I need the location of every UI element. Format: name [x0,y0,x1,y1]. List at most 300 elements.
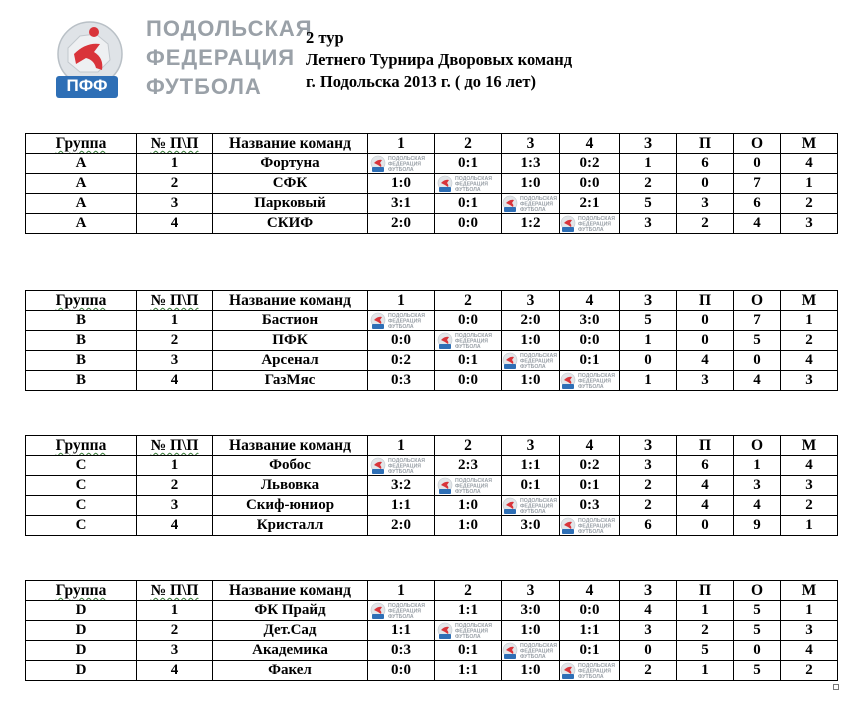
place-cell: 2 [781,661,838,681]
self-match-cell [560,516,620,536]
score-cell: 0:2 [368,351,435,371]
table-row [26,456,838,476]
column-header [677,134,734,154]
team-name-cell: Бастион [213,311,368,331]
column-header [734,581,781,601]
group-cell: A [26,214,137,234]
table-row [26,371,838,391]
points-cell: 6 [734,194,781,214]
mini-federation-logo-icon [437,331,499,350]
number-cell: 3 [137,351,213,371]
mini-logo-text: ФЕДЕРАЦИЯ [520,201,554,208]
group-cell: C [26,496,137,516]
self-match-cell [435,174,502,194]
number-cell: 1 [137,456,213,476]
document-header [0,0,859,125]
points-cell: 0 [734,641,781,661]
score-cell: 1:1 [368,496,435,516]
column-header-label: № П\П [150,135,199,152]
losses-cell: 4 [677,496,734,516]
group-cell: C [26,456,137,476]
column-header [213,291,368,311]
score-cell: 0:0 [435,311,502,331]
column-header-label: З [643,292,653,309]
number-cell: 1 [137,311,213,331]
number-cell: 4 [137,661,213,681]
mini-logo-text: ФЕДЕРАЦИЯ [455,483,489,490]
mini-logo-text: ПОДОЛЬСКАЯ [388,603,425,609]
score-cell: 0:3 [368,371,435,391]
mini-federation-logo-icon [370,601,432,620]
column-header-label: Группа [55,437,107,454]
column-header-label: 4 [585,437,594,454]
mini-logo-text: ФУТБОЛА [578,529,604,535]
title-city-year: г. Подольска 2013 г. ( до 16 лет) [306,72,536,91]
group-cell: A [26,194,137,214]
mini-logo-text: ФУТБОЛА [455,489,481,495]
table-row [26,621,838,641]
team-name-cell: СФК [213,174,368,194]
table-header-row [26,291,838,311]
column-header [213,436,368,456]
mini-logo-text: ФЕДЕРАЦИЯ [455,338,489,345]
mini-logo-text: ФУТБОЛА [520,207,546,213]
mini-logo-text: ФУТБОЛА [388,324,414,330]
group-cell: C [26,516,137,536]
mini-federation-logo-icon [502,194,560,213]
mini-logo-text: ФУТБОЛА [520,654,546,660]
mini-federation-logo-icon [560,214,620,233]
mini-logo-text: ПОДОЛЬСКАЯ [520,643,557,649]
score-cell: 0:0 [368,661,435,681]
place-cell: 4 [781,641,838,661]
mini-logo-text: ПОДОЛЬСКАЯ [388,458,425,464]
score-cell: 3:1 [368,194,435,214]
mini-logo-text: ФЕДЕРАЦИЯ [578,523,612,530]
column-header-label: М [801,292,817,309]
mini-federation-logo-icon [437,174,499,193]
wins-cell: 3 [620,214,677,234]
score-cell: 0:2 [560,154,620,174]
place-cell: 2 [781,496,838,516]
column-header [560,436,620,456]
column-header-label: 2 [464,135,472,152]
team-name-cell: Парковый [213,194,368,214]
team-name-cell: СКИФ [213,214,368,234]
score-cell: 0:1 [560,351,620,371]
mini-logo-text: ФЕДЕРАЦИЯ [578,668,612,675]
table-row [26,194,838,214]
self-match-cell [502,496,560,516]
column-header [781,134,838,154]
number-cell: 2 [137,174,213,194]
team-name-cell: Академика [213,641,368,661]
points-cell: 3 [734,476,781,496]
column-header-label: Группа [55,135,107,152]
score-cell: 1:0 [435,516,502,536]
column-header [502,134,560,154]
column-header-label: 1 [397,582,405,599]
mini-federation-logo-icon [502,496,560,515]
table-header-row [26,436,838,456]
column-header [368,581,435,601]
table-row [26,476,838,496]
points-cell: 1 [734,456,781,476]
losses-cell: 0 [677,516,734,536]
column-header [435,581,502,601]
group-cell: D [26,641,137,661]
points-cell: 4 [734,496,781,516]
column-header [213,134,368,154]
table-row [26,661,838,681]
table-row [26,174,838,194]
number-cell: 1 [137,154,213,174]
team-name-cell: Кристалл [213,516,368,536]
self-match-cell [435,476,502,496]
points-cell: 4 [734,371,781,391]
column-header-label: 1 [397,437,405,454]
column-header-label: 3 [526,292,535,309]
column-header-label: Название команд [229,437,351,454]
wins-cell: 3 [620,456,677,476]
column-header-label: 3 [526,437,535,454]
score-cell: 0:1 [435,154,502,174]
mini-logo-text: ПОДОЛЬСКАЯ [578,373,615,379]
score-cell: 1:3 [502,154,560,174]
losses-cell: 1 [677,601,734,621]
place-cell: 1 [781,601,838,621]
group-table [25,435,838,536]
mini-logo-text: ФЕДЕРАЦИЯ [520,358,554,365]
team-name-cell: Факел [213,661,368,681]
team-name-cell: Дет.Сад [213,621,368,641]
losses-cell: 3 [677,194,734,214]
page-corner-marker [833,684,839,690]
column-header-label: 4 [585,582,594,599]
column-header-label: 1 [397,135,405,152]
losses-cell: 2 [677,214,734,234]
document-title [306,27,572,93]
score-cell: 1:1 [435,601,502,621]
group-cell: B [26,351,137,371]
wins-cell: 0 [620,641,677,661]
column-header [26,134,137,154]
mini-logo-text: ФУТБОЛА [455,344,481,350]
group-cell: A [26,154,137,174]
losses-cell: 0 [677,331,734,351]
wins-cell: 1 [620,331,677,351]
column-header [368,291,435,311]
mini-federation-logo-icon [437,621,499,640]
place-cell: 2 [781,194,838,214]
place-cell: 4 [781,154,838,174]
mini-logo-text: ФУТБОЛА [455,187,481,193]
score-cell: 3:0 [502,601,560,621]
mini-logo-text: ФЕДЕРАЦИЯ [455,181,489,188]
points-cell: 0 [734,351,781,371]
number-cell: 3 [137,194,213,214]
column-header-label: О [750,292,764,309]
score-cell: 2:3 [435,456,502,476]
table-row [26,601,838,621]
self-match-cell [560,214,620,234]
group-table [25,580,838,681]
self-match-cell [435,621,502,641]
place-cell: 3 [781,476,838,496]
column-header [560,581,620,601]
column-header-label: Группа [55,292,107,309]
score-cell: 0:0 [368,331,435,351]
points-cell: 5 [734,601,781,621]
losses-cell: 0 [677,174,734,194]
place-cell: 3 [781,621,838,641]
number-cell: 1 [137,601,213,621]
column-header [620,581,677,601]
mini-logo-text: ПОДОЛЬСКАЯ [455,478,492,484]
team-name-cell: ФК Прайд [213,601,368,621]
mini-logo-text: ФЕДЕРАЦИЯ [388,318,422,325]
column-header [137,291,213,311]
score-cell: 2:1 [560,194,620,214]
score-cell: 1:0 [502,661,560,681]
score-cell: 1:1 [368,621,435,641]
mini-logo-text: ФЕДЕРАЦИЯ [578,378,612,385]
mini-logo-text: ПОДОЛЬСКАЯ [578,518,615,524]
score-cell: 1:0 [502,331,560,351]
number-cell: 3 [137,641,213,661]
self-match-cell [368,154,435,174]
score-cell: 0:1 [435,351,502,371]
score-cell: 2:0 [502,311,560,331]
mini-logo-text: ПОДОЛЬСКАЯ [455,333,492,339]
column-header [26,581,137,601]
logo-abbreviation: ПФФ [66,76,108,95]
mini-logo-text: ПОДОЛЬСКАЯ [520,353,557,359]
logo-text [146,14,313,101]
score-cell: 0:1 [435,641,502,661]
column-header [213,581,368,601]
column-header-label: П [698,292,712,309]
mini-logo-text: ФЕДЕРАЦИЯ [388,161,422,168]
mini-logo-text: ФЕДЕРАЦИЯ [520,503,554,510]
score-cell: 3:0 [560,311,620,331]
mini-logo-text: ФУТБОЛА [520,364,546,370]
mini-logo-text: ПОДОЛЬСКАЯ [520,196,557,202]
group-cell: B [26,331,137,351]
score-cell: 3:0 [502,516,560,536]
mini-logo-text: ПОДОЛЬСКАЯ [388,156,425,162]
mini-federation-logo-icon [560,371,620,390]
column-header-label: О [750,437,764,454]
losses-cell: 3 [677,371,734,391]
column-header-label: П [698,437,712,454]
column-header-label: Группа [55,582,107,599]
self-match-cell [435,331,502,351]
column-header [781,291,838,311]
title-round: 2 тур [306,28,344,47]
wins-cell: 3 [620,621,677,641]
score-cell: 2:0 [368,516,435,536]
mini-logo-text: ПОДОЛЬСКАЯ [455,623,492,629]
group-cell: C [26,476,137,496]
column-header [502,436,560,456]
score-cell: 1:0 [368,174,435,194]
mini-logo-text: ФУТБОЛА [578,674,604,680]
mini-federation-logo-icon [502,641,560,660]
score-cell: 0:0 [560,601,620,621]
column-header [368,134,435,154]
mini-federation-logo-icon [502,351,560,370]
mini-federation-logo-icon [437,476,499,495]
logo-line: ФУТБОЛА [146,74,262,99]
self-match-cell [502,641,560,661]
score-cell: 2:0 [368,214,435,234]
self-match-cell [502,351,560,371]
mini-logo-text: ПОДОЛЬСКАЯ [578,663,615,669]
group-cell: B [26,371,137,391]
score-cell: 3:2 [368,476,435,496]
team-name-cell: Львовка [213,476,368,496]
title-tournament: Летнего Турнира Дворовых команд [306,50,573,69]
column-header-label: З [643,582,653,599]
mini-logo-text: ФУТБОЛА [388,614,414,620]
column-header [137,436,213,456]
column-header [137,581,213,601]
group-cell: D [26,601,137,621]
wins-cell: 4 [620,601,677,621]
group-cell: A [26,174,137,194]
column-header-label: Название команд [229,135,351,152]
points-cell: 9 [734,516,781,536]
column-header-label: 2 [464,292,472,309]
team-name-cell: Арсенал [213,351,368,371]
place-cell: 2 [781,331,838,351]
points-cell: 4 [734,214,781,234]
score-cell: 1:0 [502,371,560,391]
column-header-label: О [750,582,764,599]
column-header-label: 4 [585,135,594,152]
self-match-cell [368,311,435,331]
losses-cell: 6 [677,154,734,174]
number-cell: 4 [137,214,213,234]
column-header-label: 3 [526,582,535,599]
column-header [677,581,734,601]
self-match-cell [560,371,620,391]
score-cell: 1:0 [502,621,560,641]
team-name-cell: ГазМяс [213,371,368,391]
column-header-label: П [698,135,712,152]
mini-logo-text: ФУТБОЛА [520,509,546,515]
score-cell: 0:0 [435,214,502,234]
wins-cell: 2 [620,496,677,516]
score-cell: 1:0 [502,174,560,194]
mini-logo-text: ФЕДЕРАЦИЯ [455,628,489,635]
number-cell: 2 [137,621,213,641]
losses-cell: 4 [677,476,734,496]
mini-logo-text: ФУТБОЛА [388,167,414,173]
group-table [25,290,838,391]
column-header [734,134,781,154]
score-cell: 0:0 [435,371,502,391]
mini-logo-text: ФУТБОЛА [388,469,414,475]
column-header-label: З [643,135,653,152]
column-header-label: 4 [585,292,594,309]
mini-logo-text: ПОДОЛЬСКАЯ [455,176,492,182]
points-cell: 5 [734,331,781,351]
score-cell: 0:1 [560,641,620,661]
column-header [502,291,560,311]
column-header-label: М [801,437,817,454]
score-cell: 1:0 [435,496,502,516]
team-name-cell: ПФК [213,331,368,351]
mini-logo-text: ФЕДЕРАЦИЯ [578,221,612,228]
federation-logo [50,12,313,104]
column-header [435,134,502,154]
column-header-label: № П\П [150,582,199,599]
table-row [26,331,838,351]
column-header [502,581,560,601]
self-match-cell [560,661,620,681]
score-cell: 0:0 [560,331,620,351]
logo-line: ФЕДЕРАЦИЯ [146,45,296,70]
number-cell: 4 [137,371,213,391]
mini-logo-text: ФУТБОЛА [455,634,481,640]
losses-cell: 4 [677,351,734,371]
self-match-cell [502,194,560,214]
mini-federation-logo-icon [560,661,620,680]
column-header [620,436,677,456]
column-header-label: 2 [464,437,472,454]
column-header-label: № П\П [150,437,199,454]
column-header [26,291,137,311]
losses-cell: 0 [677,311,734,331]
place-cell: 3 [781,371,838,391]
column-header-label: О [750,135,764,152]
place-cell: 1 [781,516,838,536]
column-header [734,436,781,456]
logo-line: ПОДОЛЬСКАЯ [146,16,313,41]
mini-logo-text: ПОДОЛЬСКАЯ [520,498,557,504]
losses-cell: 5 [677,641,734,661]
mini-federation-logo-icon [560,516,620,535]
group-table [25,133,838,234]
column-header [137,134,213,154]
wins-cell: 1 [620,371,677,391]
number-cell: 2 [137,476,213,496]
table-header-row [26,581,838,601]
group-cell: D [26,661,137,681]
mini-logo-text: ФЕДЕРАЦИЯ [388,463,422,470]
column-header [781,581,838,601]
number-cell: 4 [137,516,213,536]
losses-cell: 6 [677,456,734,476]
column-header [26,436,137,456]
team-name-cell: Скиф-юниор [213,496,368,516]
score-cell: 1:1 [560,621,620,641]
column-header-label: П [698,582,712,599]
table-row [26,214,838,234]
column-header-label: М [801,582,817,599]
points-cell: 5 [734,621,781,641]
score-cell: 0:1 [502,476,560,496]
score-cell: 0:2 [560,456,620,476]
wins-cell: 5 [620,311,677,331]
table-header-row [26,134,838,154]
mini-logo-text: ПОДОЛЬСКАЯ [578,216,615,222]
self-match-cell [368,601,435,621]
mini-logo-text: ФУТБОЛА [578,384,604,390]
column-header-label: З [643,437,653,454]
